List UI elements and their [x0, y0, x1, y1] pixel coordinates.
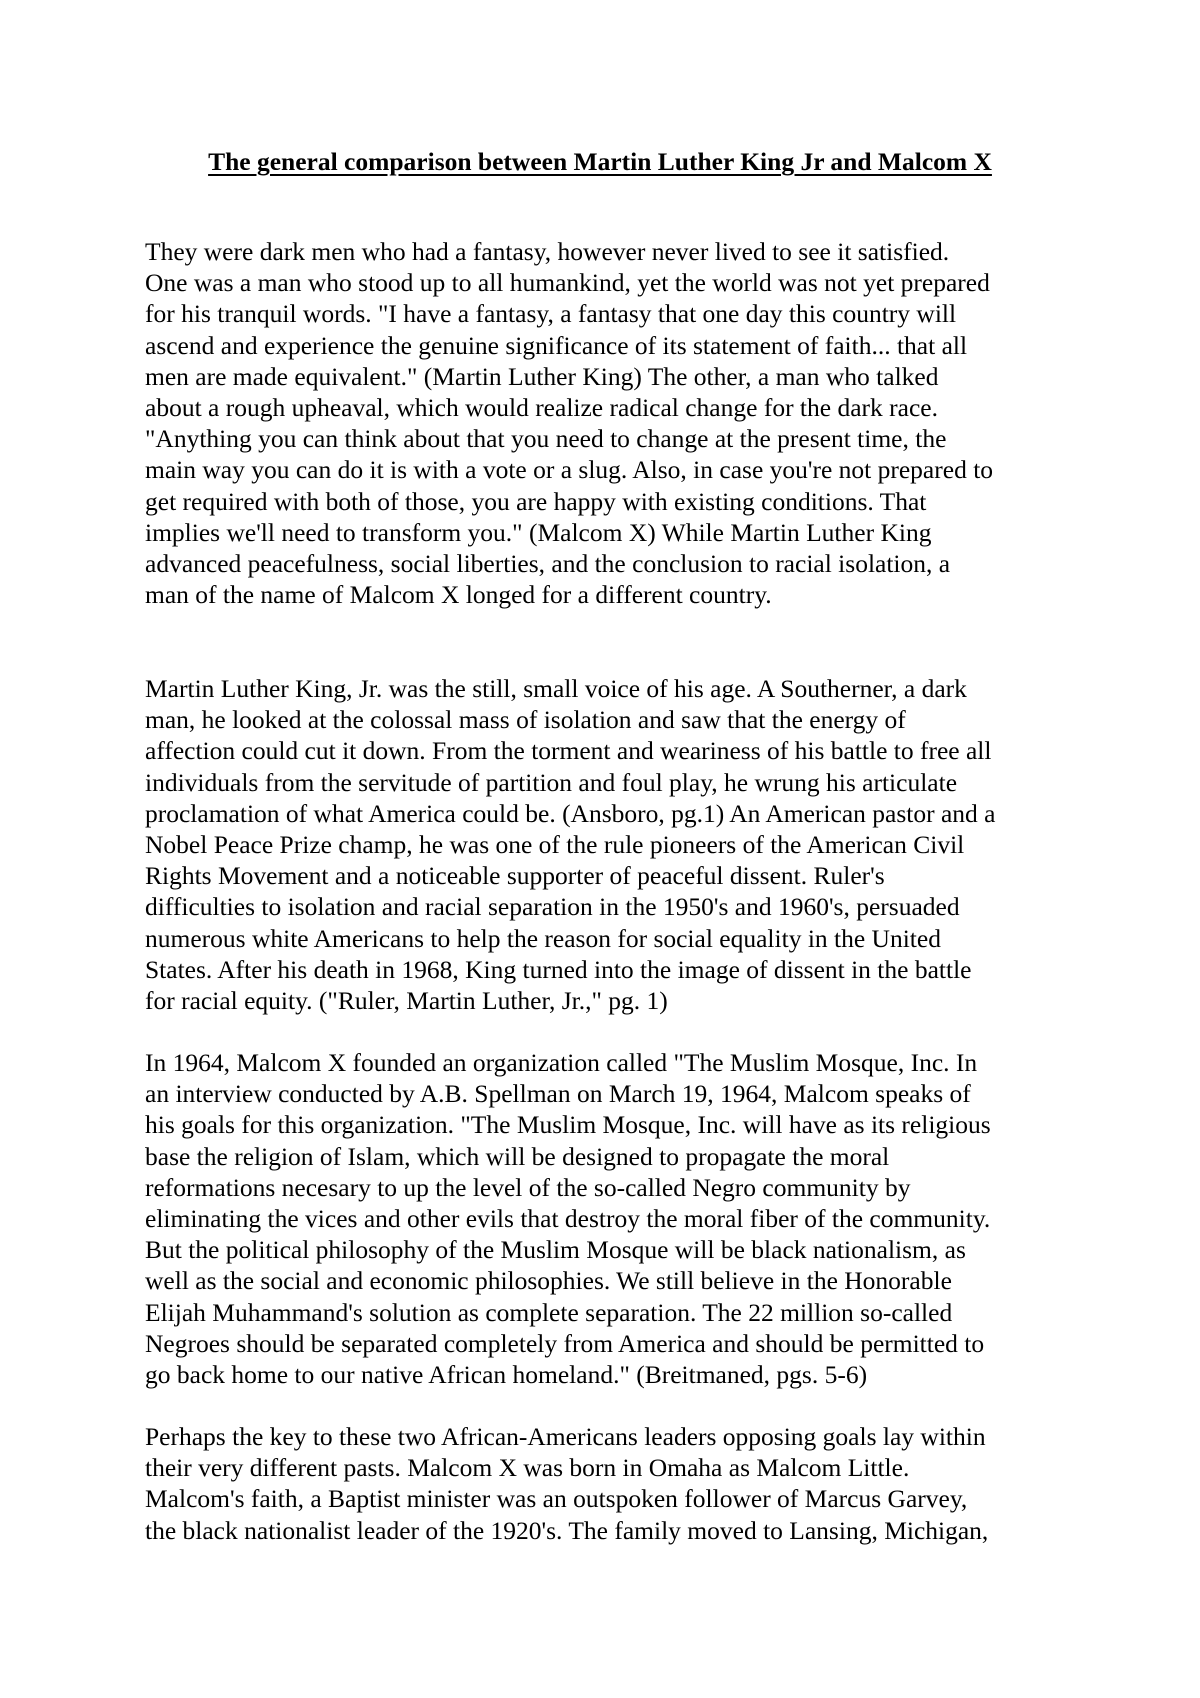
text-line: "Anything you can think about that you need to change at the present time, the [145, 424, 947, 454]
text-line: States. After his death in 1968, King turned into the image of dissent in the battle [145, 954, 972, 984]
text-line: for racial equity. ("Ruler, Martin Luther, Jr.," pg. 1) [145, 985, 668, 1015]
text-line: numerous white Americans to help the reason for social equality in the United [145, 923, 941, 953]
text-line: man of the name of Malcom X longed for a different country. [145, 580, 772, 610]
text-line: implies we'll need to transform you." (Malcom X) While Martin Luther King [145, 517, 932, 547]
text-line: well as the social and economic philosophies. We still believe in the Honorable [145, 1266, 952, 1296]
text-line: They were dark men who had a fantasy, however never lived to see it satisfied. [145, 237, 950, 266]
text-line: Malcom's faith, a Baptist minister was an outspoken follower of Marcus Garvey, [145, 1484, 968, 1514]
text-line: Perhaps the key to these two African-Americans leaders opposing goals lay within [145, 1422, 986, 1451]
paragraph-2 [145, 673, 1090, 1016]
text-line: proclamation of what America could be. (Ansboro, pg.1) An American pastor and a [145, 798, 996, 828]
text-line: his goals for this organization. "The Muslim Mosque, Inc. will have as its religious [145, 1110, 991, 1140]
text-line: Negroes should be separated completely from America and should be permitted to [145, 1328, 985, 1358]
text-line: main way you can do it is with a vote or a slug. Also, in case you're not prepared to [145, 455, 994, 485]
text-line: about a rough upheaval, which would realize radical change for the dark race. [145, 392, 938, 422]
text-line: for his tranquil words. "I have a fantasy, a fantasy that one day this country will [145, 299, 957, 329]
paragraph-3 [145, 1047, 1090, 1390]
text-line: But the political philosophy of the Muslim Mosque will be black nationalism, as [145, 1235, 966, 1265]
document-title: The general comparison between Martin Luther King Jr and Malcom X [208, 147, 992, 176]
text-line: an interview conducted by A.B. Spellman on March 19, 1964, Malcom speaks of [145, 1079, 971, 1109]
text-line: reformations necesary to up the level of the so-called Negro community by [145, 1172, 911, 1202]
text-line: Elijah Muhammand's solution as complete separation. The 22 million so-called [145, 1297, 953, 1327]
paragraph-4 [145, 1421, 1090, 1546]
text-line: affection could cut it down. From the torment and weariness of his battle to free all [145, 736, 992, 766]
text-line: advanced peacefulness, social liberties, and the conclusion to racial isolation, a [145, 548, 951, 578]
text-line: individuals from the servitude of partition and foul play, he wrung his articulate [145, 767, 958, 797]
text-line: Nobel Peace Prize champ, he was one of the rule pioneers of the American Civil [145, 829, 965, 859]
text-line: ascend and experience the genuine significance of its statement of faith... that all [145, 330, 968, 360]
text-line: base the religion of Islam, which will be designed to propagate the moral [145, 1141, 890, 1171]
text-line: difficulties to isolation and racial separation in the 1950's and 1960's, persuaded [145, 892, 960, 922]
text-line: eliminating the vices and other evils that destroy the moral fiber of the community. [145, 1203, 991, 1233]
text-line: Martin Luther King, Jr. was the still, small voice of his age. A Southerner, a dark [145, 674, 967, 703]
text-line: get required with both of those, you are happy with existing conditions. That [145, 486, 927, 516]
paragraph-1 [145, 236, 1090, 610]
text-line: man, he looked at the colossal mass of isolation and saw that the energy of [145, 705, 906, 735]
text-line: Rights Movement and a noticeable supporter of peaceful dissent. Ruler's [145, 861, 885, 891]
text-line: One was a man who stood up to all humankind, yet the world was not yet prepared [145, 268, 990, 298]
text-line: the black nationalist leader of the 1920's. The family moved to Lansing, Michigan, [145, 1515, 989, 1545]
text-line: go back home to our native African homeland." (Breitmaned, pgs. 5-6) [145, 1359, 868, 1389]
text-line: their very different pasts. Malcom X was born in Omaha as Malcom Little. [145, 1453, 910, 1483]
text-line: men are made equivalent." (Martin Luther King) The other, a man who talked [145, 361, 939, 391]
text-line: In 1964, Malcom X founded an organization called "The Muslim Mosque, Inc. In [145, 1048, 978, 1077]
